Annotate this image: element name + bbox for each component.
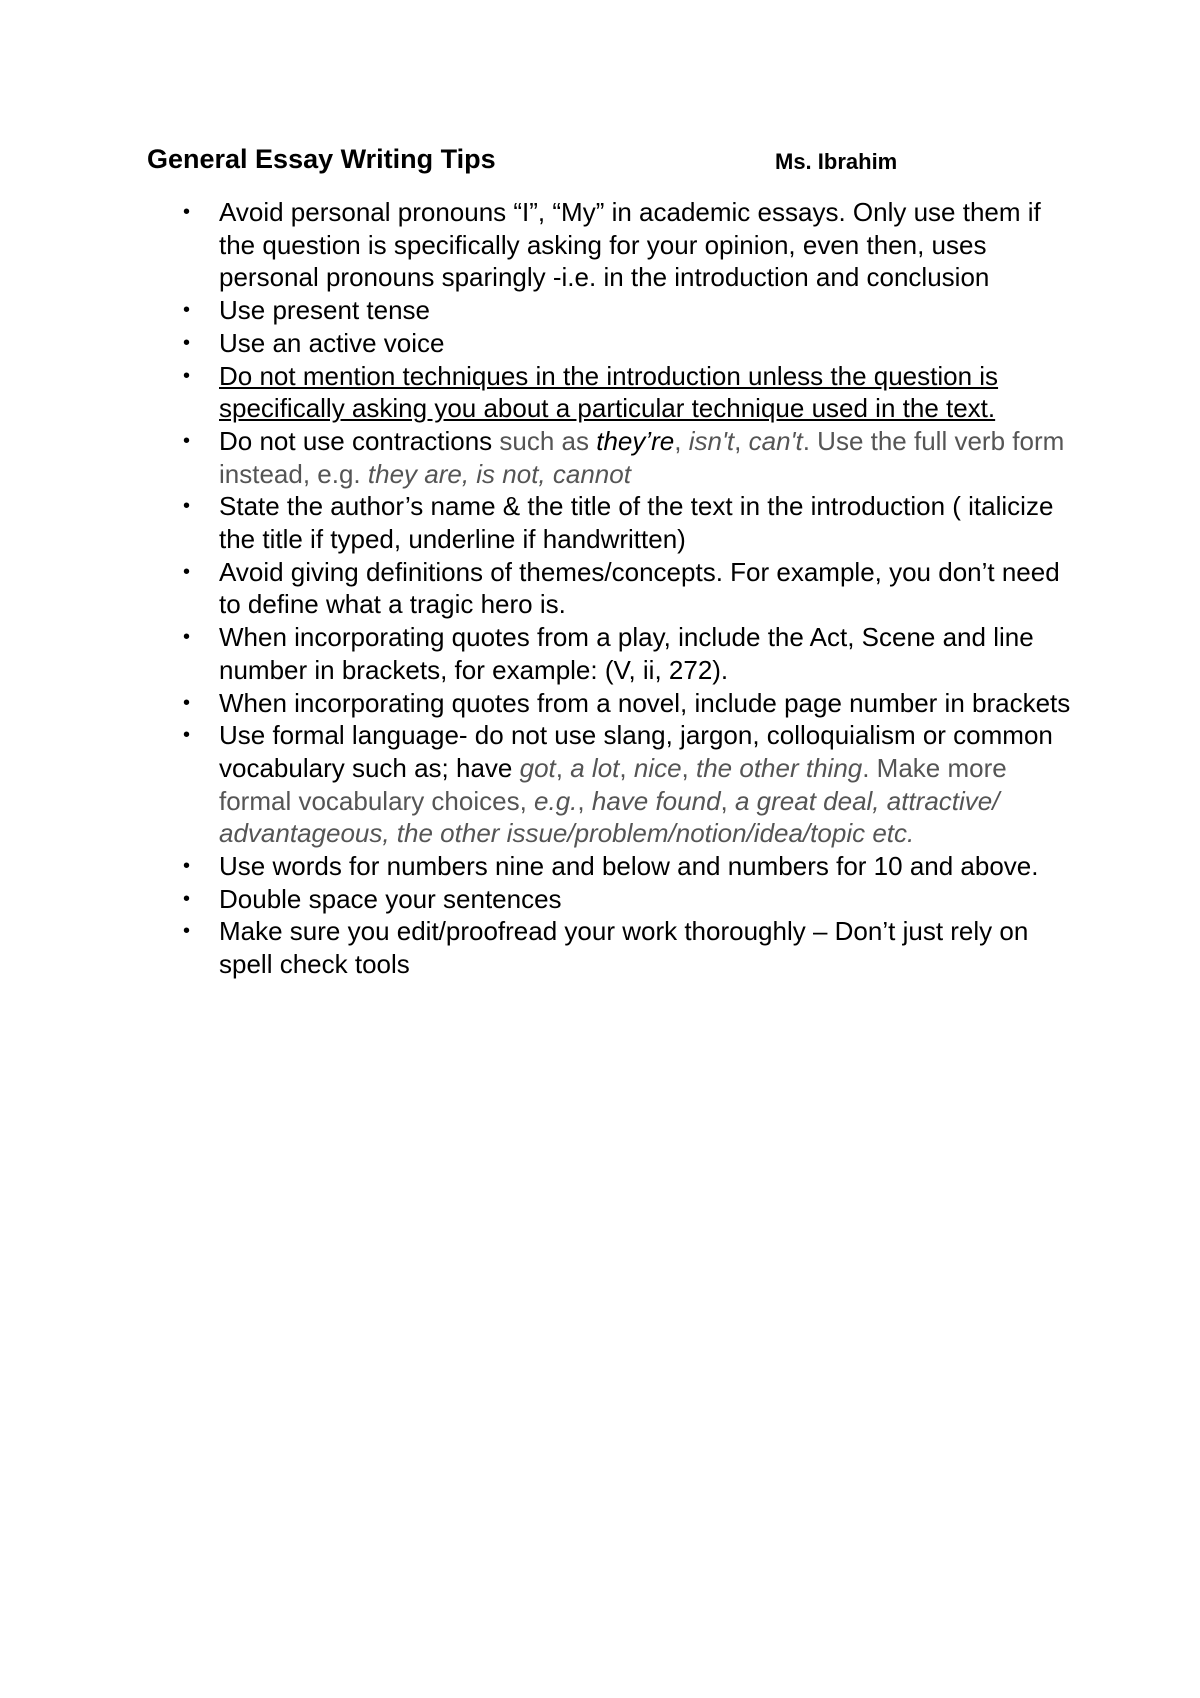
bullet-icon: • xyxy=(183,201,191,223)
tip-example-italic: they are, is not, cannot xyxy=(367,458,631,489)
tip-text-gray: . Use the full verb form instead, e.g. xyxy=(219,425,1065,489)
list-item xyxy=(0,915,1079,980)
tip-text-gray: , xyxy=(674,425,689,456)
list-item xyxy=(0,719,1079,850)
list-item xyxy=(0,327,1079,360)
bullet-icon: • xyxy=(183,429,191,452)
list-item xyxy=(0,196,1079,294)
tip-example-italic: isn't xyxy=(688,425,735,456)
tip-example-italic: the other thing xyxy=(696,752,863,783)
tip-text: Avoid personal pronouns “I”, “My” in academic essays. Only use them if the question is specifically asking for your opinion, even then, uses personal pronouns sparingly -i.e. in the introduction and conclusion xyxy=(219,197,1041,293)
tips-list xyxy=(0,196,1200,981)
tip-text-gray: , xyxy=(619,752,634,783)
tip-text: Avoid giving definitions of themes/concepts. For example, you don’t need to define what a tragic hero is. xyxy=(219,556,1060,620)
tip-text: Make sure you edit/proofread your work thoroughly – Don’t just rely on spell check tools xyxy=(219,916,1029,980)
tip-example-italic: a great deal, attractive/ advantageous, the other issue/problem/notion/idea/topic etc. xyxy=(219,785,1000,849)
list-item xyxy=(0,883,1079,916)
bullet-icon: • xyxy=(183,626,191,649)
tip-example-italic: can't xyxy=(748,425,803,456)
bullet-icon: • xyxy=(183,299,191,322)
teacher-name: Ms. Ibrahim xyxy=(775,149,898,174)
page-title: General Essay Writing Tips xyxy=(147,144,496,174)
tip-text-gray: , xyxy=(577,785,592,816)
tip-text: Use words for numbers nine and below and numbers for 10 and above. xyxy=(219,851,1039,882)
list-item xyxy=(0,687,1079,720)
bullet-icon: • xyxy=(183,560,191,583)
list-item xyxy=(0,425,1079,490)
list-item xyxy=(0,621,1079,686)
tip-example-italic: a lot xyxy=(570,752,620,783)
bullet-icon: • xyxy=(183,920,191,943)
bullet-icon: • xyxy=(183,855,191,878)
bullet-icon: • xyxy=(183,331,191,354)
list-item xyxy=(0,556,1079,621)
tip-text-gray: , xyxy=(734,425,749,456)
tip-example-italic: e.g. xyxy=(534,785,578,816)
tip-example-italic: they’re xyxy=(596,425,675,456)
tip-text-gray: such as xyxy=(499,425,597,456)
tip-text: Use formal language- do not use slang, jargon, colloquialism or common vocabulary such as; have xyxy=(219,720,1053,783)
tip-text: State the author’s name & the title of the text in the introduction ( italicize the title if typed, underline if handwritten) xyxy=(219,491,1054,555)
tip-text-gray: , xyxy=(720,785,735,816)
tip-text: Do not use contractions xyxy=(219,425,500,456)
bullet-icon: • xyxy=(183,887,191,910)
bullet-icon: • xyxy=(183,495,191,518)
tip-example-italic: nice xyxy=(633,752,682,783)
list-item xyxy=(0,490,1079,555)
document-header xyxy=(147,144,967,184)
bullet-icon: • xyxy=(183,691,191,714)
bullet-icon: • xyxy=(183,364,191,387)
list-item xyxy=(0,850,1079,883)
tip-example-italic: got xyxy=(519,752,556,783)
tip-text-gray: . Make more formal vocabulary choices, xyxy=(219,752,1007,816)
tip-text: Use present tense xyxy=(219,295,431,326)
tip-text: When incorporating quotes from a novel, include page number in brackets xyxy=(219,687,1071,718)
tip-text: Double space your sentences xyxy=(219,883,562,914)
list-item xyxy=(0,360,1079,425)
tip-text-gray: , xyxy=(555,752,571,783)
bullet-icon: • xyxy=(183,724,191,747)
list-item xyxy=(0,294,1079,327)
tip-text: Use an active voice xyxy=(219,327,445,358)
tip-example-italic: have found xyxy=(591,785,721,816)
tip-text: When incorporating quotes from a play, include the Act, Scene and line number in brackets, for example: (V, ii, 272). xyxy=(219,622,1034,685)
tip-text-gray: , xyxy=(681,752,696,783)
tip-text-underlined: Do not mention techniques in the introduction unless the question is specifically asking you about a particular technique used in the text. xyxy=(219,360,999,424)
